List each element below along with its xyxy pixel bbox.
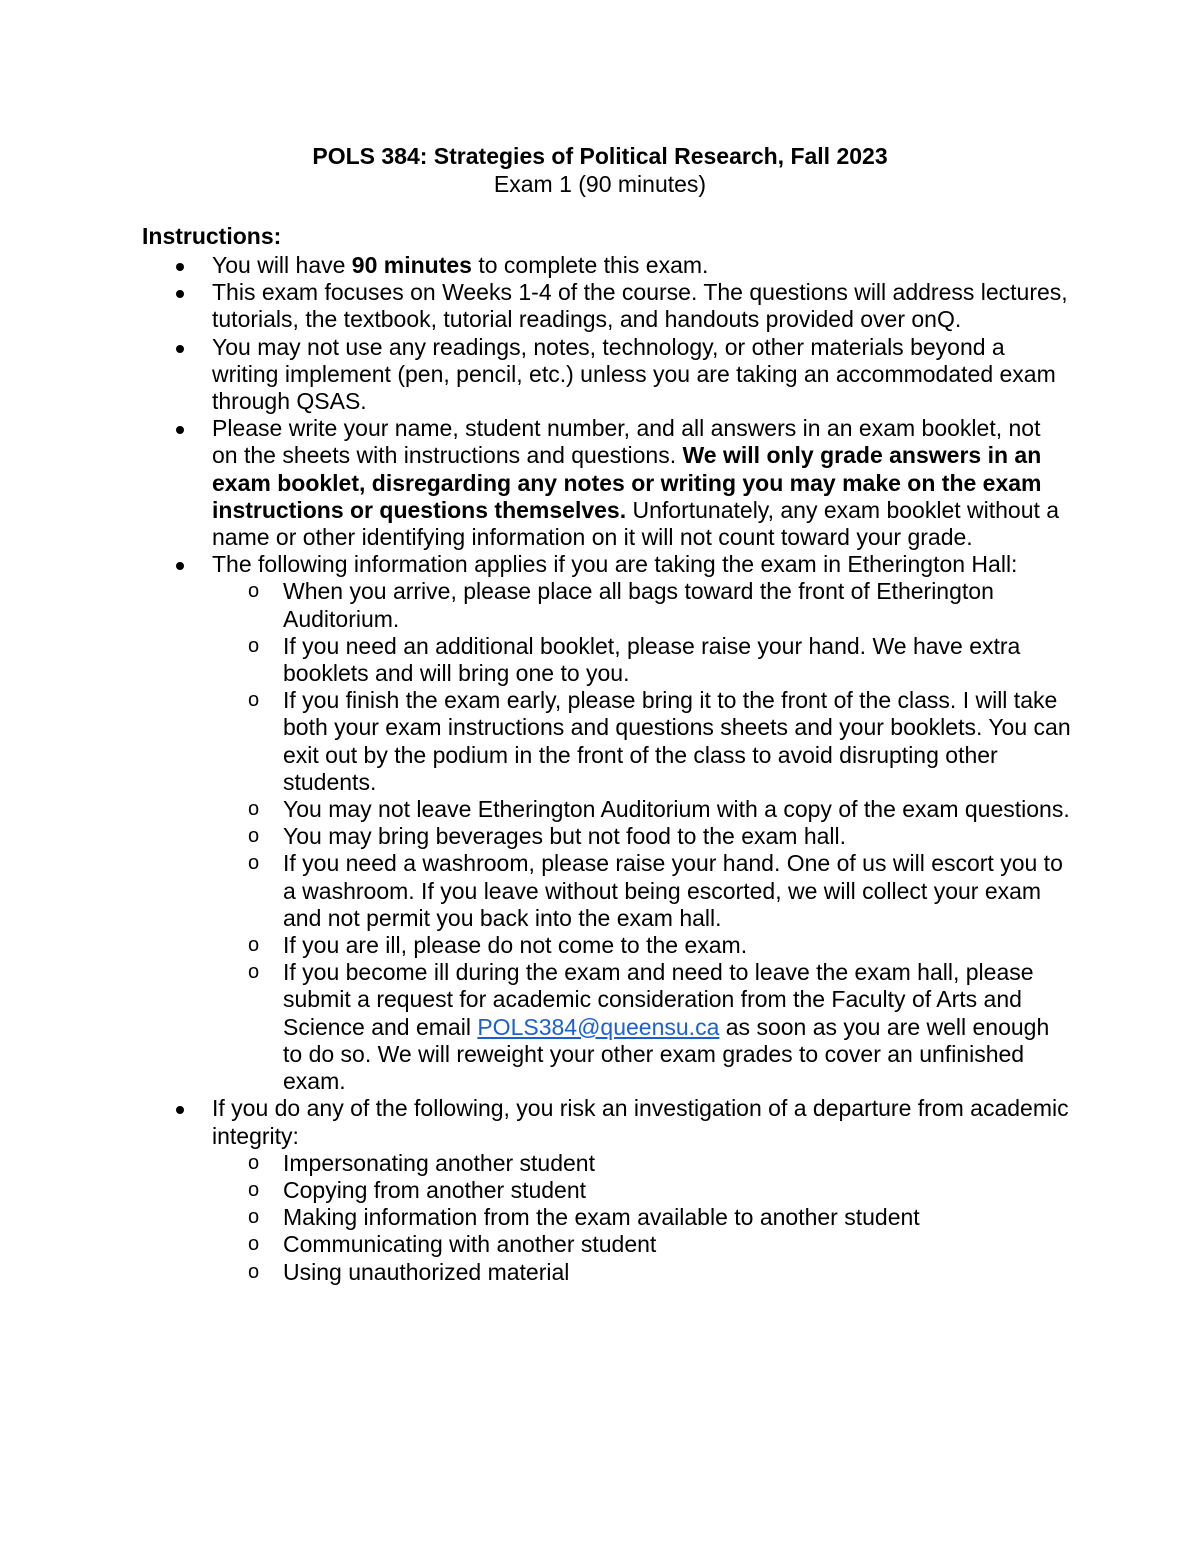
circle-bullet-icon: o [248,825,260,848]
circle-bullet-icon: o [248,798,260,821]
sub-list-item [0,932,1073,959]
item-text: Please write your name, student number, and all answers in an exam booklet, not on the sheets with instructions and questions. [212,415,1041,469]
sub-list-item [0,633,1073,687]
item-text: You may not use any readings, notes, technology, or other materials beyond a writing implement (pen, pencil, etc.) unless you are taking an accommodated exam through QSAS. [212,333,1056,415]
circle-bullet-icon: o [248,1260,260,1283]
sub-item-text: If you finish the exam early, please bring it to the front of the class. I will take both your exam instructions and questions sheets and your booklets. You can exit out by the podium in the front of the class to avoid disrupting other students. [283,687,1071,795]
sub-item-text: If you need an additional booklet, please raise your hand. We have extra booklets and will bring one to you. [283,632,1021,687]
item-text: The following information applies if you are taking the exam in Etherington Hall: [212,551,1018,578]
sub-list-item [0,823,1073,850]
list-item [0,1095,1072,1149]
item-bold-text: 90 minutes [351,252,472,278]
sub-item-text: Copying from another student [283,1176,587,1203]
bullet-icon [176,263,184,271]
item-text: to complete this exam. [471,252,709,278]
sub-item-text: Making information from the exam available to another student [283,1204,920,1231]
sub-list-item [0,796,1073,823]
bullet-icon [176,562,184,570]
sub-list-item [0,1204,1073,1231]
sub-item-text: Impersonating another student [283,1149,595,1176]
sub-item-text: as soon as you are well enough to do so. We will reweight your other exam grades to cover an unfinished exam. [283,1013,1050,1095]
circle-bullet-icon: o [248,961,260,984]
circle-bullet-icon: o [248,1233,260,1256]
list-item [0,551,1072,578]
circle-bullet-icon: o [248,1206,260,1229]
sub-item-text: If you need a washroom, please raise your hand. One of us will escort you to a washroom. If you leave without being escorted, we will collect your exam and not permit you back into the exam hall. [283,850,1063,931]
list-item [0,415,1072,551]
item-text: You will have [212,252,352,278]
sub-list-item [0,1150,1073,1177]
sub-item-text: If you become ill during the exam and need to leave the exam hall, please submit a request for academic consideration from the Faculty of Arts and Science and email [283,959,1034,1040]
sub-item-text: Communicating with another student [283,1231,657,1258]
sub-list-item [0,959,1073,1095]
sub-item-text: When you arrive, please place all bags toward the front of Etherington Auditorium. [283,578,994,632]
sub-item-text: You may bring beverages but not food to the exam hall. [283,823,847,850]
item-bold-text: We will only grade answers in an exam booklet, disregarding any notes or writing you may make on the exam instructions or questions themselves. [212,442,1042,523]
sub-list-item [0,850,1073,932]
circle-bullet-icon: o [248,1151,260,1174]
circle-bullet-icon: o [248,1178,260,1201]
circle-bullet-icon: o [248,852,260,875]
title-block [0,142,1200,198]
sub-list-item [0,1231,1073,1258]
item-text: If you do any of the following, you risk an investigation of a departure from academic integrity: [212,1095,1069,1149]
sub-list-item [0,578,1073,632]
sub-item-text: You may not leave Etherington Auditorium with a copy of the exam questions. [283,796,1070,823]
instructions-heading: Instructions: [142,223,282,249]
circle-bullet-icon: o [248,580,260,603]
circle-bullet-icon: o [248,934,260,957]
sub-item-text: If you are ill, please do not come to the exam. [283,932,748,959]
sub-list-item [0,687,1073,796]
list-item [0,334,1072,416]
email-link[interactable]: POLS384@queensu.ca [477,1013,720,1040]
bullet-icon [176,1106,184,1114]
item-text: This exam focuses on Weeks 1-4 of the course. The questions will address lectures, tutorials, the textbook, tutorial readings, and handouts provided over onQ. [212,279,1068,333]
list-item [0,252,1072,279]
instructions-list [0,252,1200,1286]
bullet-icon [176,426,184,434]
sub-item-text: Using unauthorized material [283,1258,570,1285]
document-subtitle: Exam 1 (90 minutes) [493,171,707,197]
list-item [0,279,1072,333]
bullet-icon [176,345,184,353]
circle-bullet-icon: o [248,689,260,712]
sub-list-item [0,1177,1073,1204]
circle-bullet-icon: o [248,634,260,657]
bullet-icon [176,290,184,298]
item-text: Unfortunately, any exam booklet without a name or other identifying information on it will not count toward your grade. [212,496,1060,551]
document-title: POLS 384: Strategies of Political Research, Fall 2023 [312,143,888,169]
sub-list-item [0,1259,1073,1286]
